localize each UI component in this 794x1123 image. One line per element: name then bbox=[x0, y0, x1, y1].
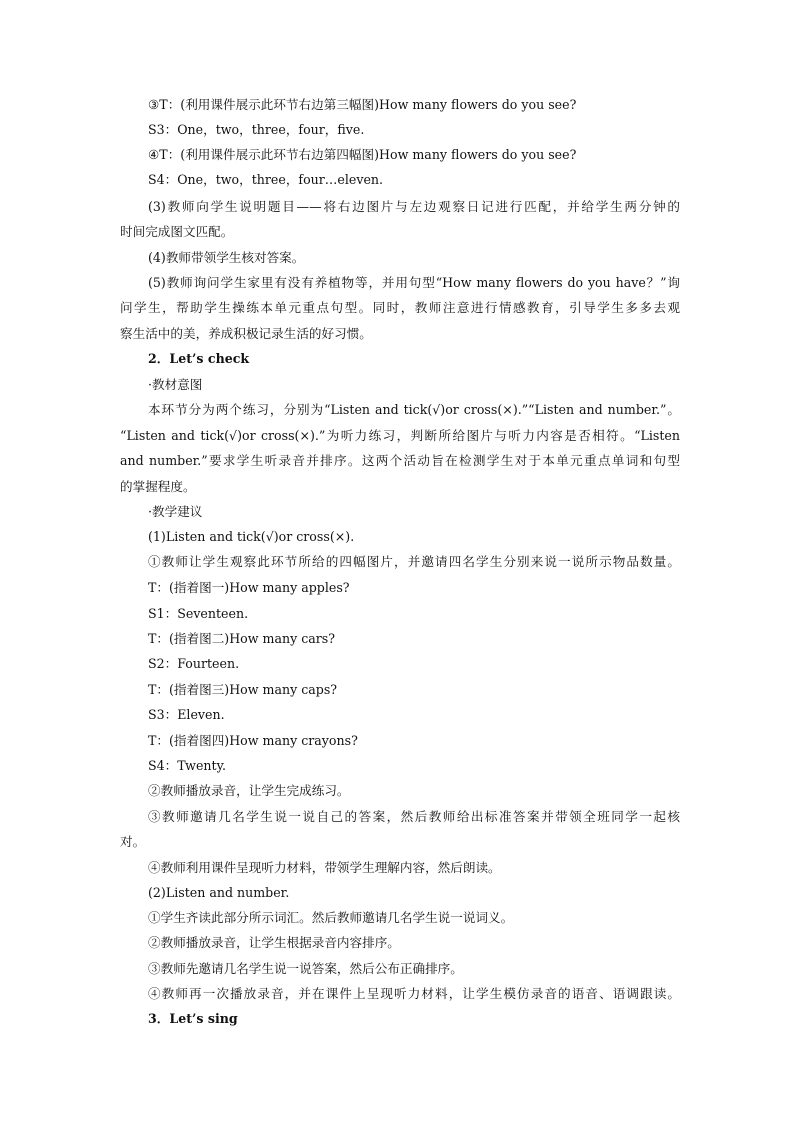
section-heading-lets-check: 2．Let’s check bbox=[148, 351, 250, 366]
exercise-heading: (2)Listen and number. bbox=[148, 885, 290, 900]
dialogue-line: T：(指着图四)How many crayons? bbox=[148, 733, 358, 748]
dialogue-line: S2：Fourteen. bbox=[148, 656, 240, 671]
paragraph-line: ④教师再一次播放录音，并在课件上呈现听力材料，让学生模仿录音的语音、语调跟读。 bbox=[148, 986, 680, 1001]
dialogue-line: S4：One，two，three，four…eleven. bbox=[148, 172, 384, 187]
section-heading-lets-sing: 3．Let’s sing bbox=[148, 1011, 238, 1026]
paragraph-line: 本环节分为两个练习，分别为“Listen and tick(√)or cross(×).”“Listen and number.”。 bbox=[148, 402, 680, 417]
dialogue-line: S3：Eleven. bbox=[148, 707, 225, 722]
dialogue-line: S3：One，two，three，four，five. bbox=[148, 122, 365, 137]
paragraph-line: ④教师利用课件呈现听力材料，带领学生理解内容，然后朗读。 bbox=[148, 860, 501, 875]
dialogue-line: ④T：(利用课件展示此环节右边第四幅图)How many flowers do you see? bbox=[148, 147, 577, 162]
paragraph-line: (3)教师向学生说明题目——将右边图片与左边观察日记进行匹配，并给学生两分钟的 bbox=[148, 199, 680, 214]
paragraph-line: 问学生，帮助学生操练本单元重点句型。同时，教师注意进行情感教育，引导学生多多去观 bbox=[120, 300, 680, 315]
paragraph-line: (4)教师带领学生核对答案。 bbox=[148, 250, 305, 265]
paragraph-line: ②教师播放录音，让学生完成练习。 bbox=[148, 783, 350, 798]
dialogue-line: ③T：(利用课件展示此环节右边第三幅图)How many flowers do you see? bbox=[148, 97, 577, 112]
dialogue-line: T：(指着图一)How many apples? bbox=[148, 580, 350, 595]
dialogue-line: T：(指着图二)How many cars? bbox=[148, 631, 336, 646]
dialogue-line: S1：Seventeen. bbox=[148, 606, 249, 621]
paragraph-line: 察生活中的美，养成积极记录生活的好习惯。 bbox=[120, 326, 372, 341]
subheading-textbook-intent: ·教材意图 bbox=[148, 377, 203, 392]
paragraph-line: (5)教师询问学生家里有没有养植物等，并用句型“How many flowers do you have？”询 bbox=[148, 275, 680, 290]
subheading-teaching-suggestions: ·教学建议 bbox=[148, 504, 203, 519]
exercise-heading: (1)Listen and tick(√)or cross(×). bbox=[148, 529, 355, 544]
paragraph-line: 时间完成图文匹配。 bbox=[120, 224, 234, 239]
paragraph-line: “Listen and tick(√)or cross(×).”为听力练习，判断所给图片与听力内容是否相符。“Listen bbox=[120, 428, 680, 443]
dialogue-line: S4：Twenty. bbox=[148, 758, 227, 773]
paragraph-line: ②教师播放录音，让学生根据录音内容排序。 bbox=[148, 935, 400, 950]
paragraph-line: and number.”要求学生听录音并排序。这两个活动旨在检测学生对于本单元重点单词和句型 bbox=[120, 453, 680, 468]
dialogue-line: T：(指着图三)How many caps? bbox=[148, 682, 338, 697]
paragraph-line: 对。 bbox=[120, 834, 146, 849]
paragraph-line: 的掌握程度。 bbox=[120, 479, 196, 494]
paragraph-line: ①学生齐读此部分所示词汇。然后教师邀请几名学生说一说词义。 bbox=[148, 910, 514, 925]
paragraph-line: ①教师让学生观察此环节所给的四幅图片，并邀请四名学生分别来说一说所示物品数量。 bbox=[148, 554, 680, 569]
paragraph-line: ③教师先邀请几名学生说一说答案，然后公布正确排序。 bbox=[148, 961, 463, 976]
paragraph-line: ③教师邀请几名学生说一说自己的答案，然后教师给出标准答案并带领全班同学一起核 bbox=[148, 809, 680, 824]
